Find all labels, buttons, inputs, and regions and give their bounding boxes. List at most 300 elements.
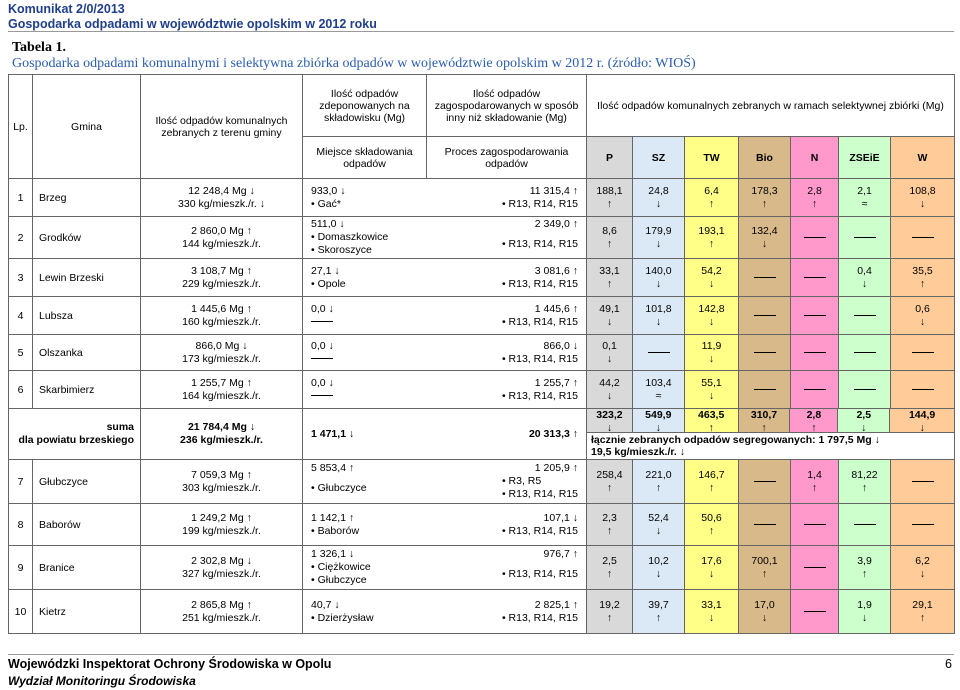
selective-value: 142,8 (698, 302, 725, 315)
selective-bio (739, 217, 791, 259)
managed-value: 2 349,0 (534, 218, 570, 230)
table-row (9, 259, 955, 297)
header-divider (8, 31, 954, 32)
managed-arrow: ↑ (572, 264, 578, 277)
trend-arrow: ↓ (708, 277, 715, 290)
selective-value: 101,8 (645, 302, 672, 315)
trend-arrow: ↑ (655, 481, 662, 494)
trend-arrow: ↓ (655, 237, 662, 250)
table-summary (9, 409, 955, 460)
value-none (854, 389, 876, 390)
selective-w (891, 297, 955, 335)
selective-sz (633, 335, 685, 371)
row-deposited-place (303, 460, 587, 504)
summary-label-2: dla powiatu brzeskiego (18, 434, 134, 446)
collected-value: 3 108,7 Mg (191, 264, 244, 277)
deposited-arrow: ↑ (348, 462, 355, 474)
selective-w (891, 460, 955, 504)
selective-value: 55,1 (701, 376, 722, 389)
landfill-place: • Gać* (311, 198, 341, 211)
selective-n (791, 217, 839, 259)
trend-arrow: ↑ (606, 611, 613, 624)
table-row (9, 546, 955, 590)
trend-arrow: ↑ (708, 237, 715, 250)
per-capita-value: 173 kg/mieszk./r. (182, 352, 261, 365)
selective-w (891, 504, 955, 546)
trend-arrow: ↑ (606, 277, 613, 290)
selective-value: 39,7 (648, 598, 669, 611)
summary-selective-bio (739, 409, 791, 433)
selective-bio (739, 504, 791, 546)
deposited-arrow: ↓ (339, 218, 345, 230)
row-deposited-place (303, 297, 587, 335)
landfill-place: • Opole (311, 278, 346, 291)
selective-sz (633, 179, 685, 217)
summary-trend-arrow: ↓ (861, 422, 867, 434)
selective-value: 8,6 (602, 224, 617, 237)
row-amounts (305, 218, 584, 231)
row-collected (141, 460, 303, 504)
selective-zseie (839, 504, 891, 546)
row-lp: 1 (9, 179, 33, 217)
collected-arrow: ↑ (246, 224, 252, 237)
selective-tw (685, 335, 739, 371)
managed-value: 3 081,6 (534, 264, 570, 277)
trend-arrow: ↑ (708, 197, 715, 210)
landfill-place: • Głubczyce (311, 574, 371, 587)
managed-value: 11 315,4 (529, 184, 570, 197)
selective-bio (739, 371, 791, 409)
managed-value: 1 255,7 (534, 376, 570, 389)
table-row (9, 217, 955, 259)
selective-value: 6,4 (704, 184, 719, 197)
selective-n (791, 259, 839, 297)
table-row (9, 460, 955, 504)
collected-value: 2 865,8 Mg (191, 598, 244, 611)
summary-selective-value: 549,9 (645, 409, 672, 421)
table-row (9, 297, 955, 335)
selective-w (891, 590, 955, 634)
value-none (854, 524, 876, 525)
deposited-value: 0,0 (311, 302, 326, 315)
selective-value: 6,2 (915, 554, 930, 567)
header-col-w: W (891, 137, 955, 179)
trend-arrow: ↑ (606, 197, 613, 210)
selective-n (791, 590, 839, 634)
selective-value: 108,8 (909, 184, 936, 197)
row-lp: 5 (9, 335, 33, 371)
selective-bio (739, 546, 791, 590)
summary-deposited: 1 471,1 (311, 427, 347, 440)
collected-value: 2 302,8 Mg (191, 554, 244, 567)
summary-total-arrow: ↓ (874, 434, 880, 446)
table-row (9, 335, 955, 371)
deposited-arrow: ↓ (328, 376, 334, 389)
selective-p (587, 179, 633, 217)
per-capita-arrow: ↓ (259, 197, 265, 210)
deposited-value: 511,0 (311, 218, 337, 230)
selective-value: 2,1 (857, 184, 872, 197)
collected-arrow: ↑ (246, 376, 252, 389)
row-lp: 10 (9, 590, 33, 634)
table-caption: Gospodarka odpadami komunalnymi i selektywna zbiórka odpadów w województwie opolskim w 2012 r. (źródło: WIOŚ) (12, 56, 696, 71)
selective-value: 188,1 (596, 184, 623, 197)
trend-arrow: ≈ (655, 389, 662, 402)
selective-tw (685, 259, 739, 297)
process-code: • R13, R14, R15 (502, 390, 578, 403)
selective-w (891, 259, 955, 297)
trend-arrow: ↓ (708, 315, 715, 328)
managed-arrow: ↑ (572, 376, 578, 389)
trend-arrow: ↓ (655, 277, 662, 290)
collected-arrow: ↑ (246, 264, 252, 277)
row-gmina: Brzeg (33, 179, 141, 217)
summary-trend-arrow: ↑ (811, 422, 817, 434)
row-gmina: Baborów (33, 504, 141, 546)
trend-arrow: ↑ (606, 567, 613, 580)
header-gmina: Gmina (33, 75, 141, 179)
value-none (754, 352, 776, 353)
selective-value: 44,2 (599, 376, 620, 389)
trend-arrow: ↑ (861, 567, 868, 580)
selective-zseie (839, 259, 891, 297)
value-none (754, 481, 776, 482)
row-deposited-place (303, 546, 587, 590)
selective-value: 3,9 (857, 554, 872, 567)
collected-arrow: ↓ (242, 339, 248, 352)
deposited-value: 1 142,1 (311, 511, 347, 524)
selective-value: 10,2 (648, 554, 669, 567)
row-collected (141, 335, 303, 371)
deposited-arrow: ↓ (328, 339, 334, 352)
deposited-arrow: ↓ (328, 302, 334, 315)
landfill-place: • Baborów (311, 525, 359, 538)
row-gmina: Skarbimierz (33, 371, 141, 409)
row-lp: 2 (9, 217, 33, 259)
row-deposited-place (303, 371, 587, 409)
selective-w (891, 371, 955, 409)
row-amounts (305, 303, 584, 316)
selective-value: 178,3 (751, 184, 778, 197)
table-body-powiat-glubczycki (9, 460, 955, 634)
selective-zseie (839, 335, 891, 371)
managed-arrow: ↑ (572, 218, 578, 230)
value-none (804, 389, 826, 390)
header-selective: Ilość odpadów komunalnych zebranych w ramach selektywnej zbiórki (Mg) (587, 75, 955, 137)
row-places (305, 612, 584, 625)
process-code: • R13, R14, R15 (502, 568, 578, 581)
selective-n (791, 546, 839, 590)
trend-arrow: ↓ (919, 315, 926, 328)
selective-zseie (839, 590, 891, 634)
row-deposited-place (303, 217, 587, 259)
selective-n (791, 371, 839, 409)
trend-arrow: ↑ (708, 524, 715, 537)
deposited-value: 933,0 (311, 184, 338, 197)
trend-arrow: ↓ (761, 611, 768, 624)
value-none (804, 611, 826, 612)
row-lp: 6 (9, 371, 33, 409)
trend-arrow: ↓ (708, 611, 715, 624)
collected-arrow: ↑ (246, 598, 252, 611)
header-collected: Ilość odpadów komunalnych zebranych z terenu gminy (141, 75, 303, 179)
header-col-sz: SZ (633, 137, 685, 179)
value-none (804, 352, 826, 353)
selective-sz (633, 259, 685, 297)
row-gmina: Lubsza (33, 297, 141, 335)
selective-value: 1,4 (807, 468, 822, 481)
table-label: Tabela 1. (12, 40, 66, 55)
footer-institution: Wojewódzki Inspektorat Ochrony Środowiska w Opolu (8, 657, 332, 671)
summary-trend-arrow: ↑ (708, 422, 714, 434)
row-places (305, 316, 584, 329)
row-deposited-place (303, 179, 587, 217)
selective-zseie (839, 460, 891, 504)
summary-trend-arrow: ↓ (606, 422, 613, 434)
trend-arrow: ↓ (708, 389, 715, 402)
process-code: • R13, R14, R15 (502, 238, 578, 251)
selective-value: 700,1 (751, 554, 778, 567)
trend-arrow: ↑ (919, 277, 926, 290)
summary-deposited-arrow: ↓ (348, 427, 355, 440)
row-places (305, 561, 584, 587)
row-amounts (305, 340, 584, 353)
selective-tw (685, 217, 739, 259)
row-places (305, 390, 584, 403)
summary-trend-arrow: ↓ (919, 422, 925, 434)
deposited-value: 5 853,4 (311, 462, 347, 474)
per-capita-value: 330 kg/mieszk./r. (178, 197, 257, 210)
selective-value: 0,1 (602, 339, 617, 352)
summary-selective-value: 463,5 (698, 409, 725, 421)
process-code: • R13, R14, R15 (502, 278, 578, 291)
trend-arrow: ↓ (761, 237, 768, 250)
per-capita-value: 303 kg/mieszk./r. (182, 481, 261, 494)
selective-zseie (839, 297, 891, 335)
deposited-value: 40,7 (311, 598, 332, 611)
row-collected (141, 259, 303, 297)
footer-department: Wydział Monitoringu Środowiska (8, 674, 196, 688)
row-gmina: Kietrz (33, 590, 141, 634)
summary-amount-arrow: ↓ (249, 421, 256, 433)
row-collected (141, 217, 303, 259)
footer-divider (8, 654, 954, 655)
managed-arrow: ↑ (572, 598, 578, 611)
trend-arrow: ↓ (655, 524, 662, 537)
summary-dep-man (303, 409, 587, 460)
selective-value: 52,4 (648, 511, 669, 524)
deposited-value: 1 326,1 (311, 548, 347, 560)
managed-arrow: ↓ (572, 511, 578, 524)
selective-value: 54,2 (701, 264, 722, 277)
selective-sz (633, 504, 685, 546)
selective-value: 146,7 (698, 468, 725, 481)
selective-tw (685, 546, 739, 590)
row-gmina: Lewin Brzeski (33, 259, 141, 297)
selective-value: 258,4 (596, 468, 623, 481)
landfill-place: • Głubczyce (311, 482, 367, 495)
value-none (804, 524, 826, 525)
row-places (305, 525, 584, 538)
row-amounts (305, 548, 584, 561)
collected-arrow: ↑ (246, 302, 252, 315)
selective-value: 17,6 (701, 554, 722, 567)
value-none (754, 315, 776, 316)
row-collected (141, 546, 303, 590)
value-none (912, 524, 934, 525)
collected-value: 2 860,0 Mg (191, 224, 244, 237)
collected-arrow: ↓ (249, 184, 255, 197)
selective-zseie (839, 179, 891, 217)
per-capita-value: 229 kg/mieszk./r. (182, 277, 261, 290)
summary-label-1: suma (106, 421, 134, 433)
row-places (305, 278, 584, 291)
summary-trend-arrow: ↓ (655, 422, 661, 434)
selective-bio (739, 297, 791, 335)
collected-arrow: ↑ (246, 511, 252, 524)
selective-value: 2,8 (807, 184, 822, 197)
managed-value: 866,0 (543, 339, 570, 352)
per-capita-value: 251 kg/mieszk./r. (182, 611, 261, 624)
value-none (804, 237, 826, 238)
selective-value: 81,22 (851, 468, 878, 481)
deposited-arrow: ↓ (348, 548, 355, 560)
row-amounts (305, 265, 584, 278)
header-line-1: Komunikat 2/0/2013 (8, 2, 125, 16)
selective-w (891, 179, 955, 217)
collected-arrow: ↑ (246, 468, 252, 481)
trend-arrow: ↑ (761, 197, 768, 210)
row-amounts (305, 462, 584, 475)
trend-arrow: ↑ (606, 524, 613, 537)
selective-zseie (839, 371, 891, 409)
selective-n (791, 460, 839, 504)
selective-value: 49,1 (599, 302, 620, 315)
row-deposited-place (303, 504, 587, 546)
selective-p (587, 297, 633, 335)
selective-bio (739, 179, 791, 217)
collected-value: 7 059,3 Mg (191, 468, 244, 481)
selective-p (587, 335, 633, 371)
value-none (854, 237, 876, 238)
trend-arrow: ↑ (606, 481, 613, 494)
value-none (912, 237, 934, 238)
summary-total-line1: łącznie zebranych odpadów segregowanych: 1 797,5 Mg (591, 434, 872, 446)
managed-value: 107,1 (543, 511, 570, 524)
header-col-p: P (587, 137, 633, 179)
managed-arrow: ↑ (572, 548, 578, 560)
row-lp: 7 (9, 460, 33, 504)
managed-value: 1 445,6 (534, 302, 570, 315)
row-collected (141, 371, 303, 409)
deposited-value: 0,0 (311, 339, 326, 352)
row-amounts (305, 185, 584, 198)
selective-p (587, 217, 633, 259)
row-collected (141, 504, 303, 546)
row-places (305, 231, 584, 257)
summary-selective-value: 2,5 (856, 409, 872, 421)
row-deposited-place (303, 259, 587, 297)
per-capita-value: 164 kg/mieszk./r. (182, 389, 261, 402)
row-gmina: Olszanka (33, 335, 141, 371)
trend-arrow: ↑ (708, 481, 715, 494)
selective-sz (633, 297, 685, 335)
row-lp: 9 (9, 546, 33, 590)
summary-managed-arrow: ↑ (572, 427, 578, 440)
selective-value: 0,6 (915, 302, 930, 315)
deposited-arrow: ↓ (334, 598, 340, 611)
summary-managed: 20 313,3 (528, 427, 570, 440)
row-places (305, 353, 584, 366)
summary-selective-n (790, 409, 838, 433)
selective-tw (685, 179, 739, 217)
trend-arrow: ↓ (861, 277, 868, 290)
selective-bio (739, 335, 791, 371)
selective-value: 33,1 (599, 264, 620, 277)
managed-arrow: ↑ (572, 462, 578, 474)
selective-sz (633, 460, 685, 504)
per-capita-value: 160 kg/mieszk./r. (182, 315, 261, 328)
row-deposited-place (303, 590, 587, 634)
selective-p (587, 590, 633, 634)
selective-tw (685, 590, 739, 634)
value-none (854, 352, 876, 353)
selective-value: 193,1 (698, 224, 725, 237)
value-none (912, 389, 934, 390)
selective-n (791, 504, 839, 546)
selective-value: 132,4 (751, 224, 778, 237)
header-col-tw: TW (685, 137, 739, 179)
landfill-place: • Skoroszyce (311, 244, 388, 257)
selective-value: 29,1 (912, 598, 933, 611)
selective-value: 35,5 (912, 264, 933, 277)
selective-n (791, 335, 839, 371)
trend-arrow: ↓ (606, 352, 613, 365)
value-none (912, 352, 934, 353)
managed-arrow: ↑ (572, 302, 578, 315)
selective-sz (633, 371, 685, 409)
row-gmina: Głubczyce (33, 460, 141, 504)
landfill-place: • Domaszkowice (311, 231, 388, 244)
header-col-n: N (791, 137, 839, 179)
row-collected (141, 590, 303, 634)
value-none (804, 315, 826, 316)
table-row (9, 371, 955, 409)
page-number: 6 (945, 657, 952, 671)
selective-value: 50,6 (701, 511, 722, 524)
selective-bio (739, 590, 791, 634)
collected-arrow: ↓ (246, 554, 252, 567)
process-code: • R13, R14, R15 (502, 353, 578, 366)
trend-arrow: ↓ (919, 197, 926, 210)
trend-arrow: ↓ (606, 315, 613, 328)
selective-sz (633, 546, 685, 590)
selective-w (891, 335, 955, 371)
summary-selective-value: 310,7 (750, 409, 778, 421)
per-capita-value: 144 kg/mieszk./r. (182, 237, 261, 250)
deposited-arrow: ↓ (334, 264, 340, 277)
selective-n (791, 179, 839, 217)
selective-value: 103,4 (645, 376, 672, 389)
selective-value: 33,1 (701, 598, 722, 611)
trend-arrow: ↓ (655, 567, 662, 580)
row-places (305, 198, 584, 211)
landfill-place: • Dzierżysław (311, 612, 374, 625)
collected-value: 1 249,2 Mg (191, 511, 244, 524)
deposited-arrow: ↓ (340, 184, 346, 197)
process-code: • R13, R14, R15 (502, 316, 578, 329)
summary-amount (141, 409, 303, 460)
